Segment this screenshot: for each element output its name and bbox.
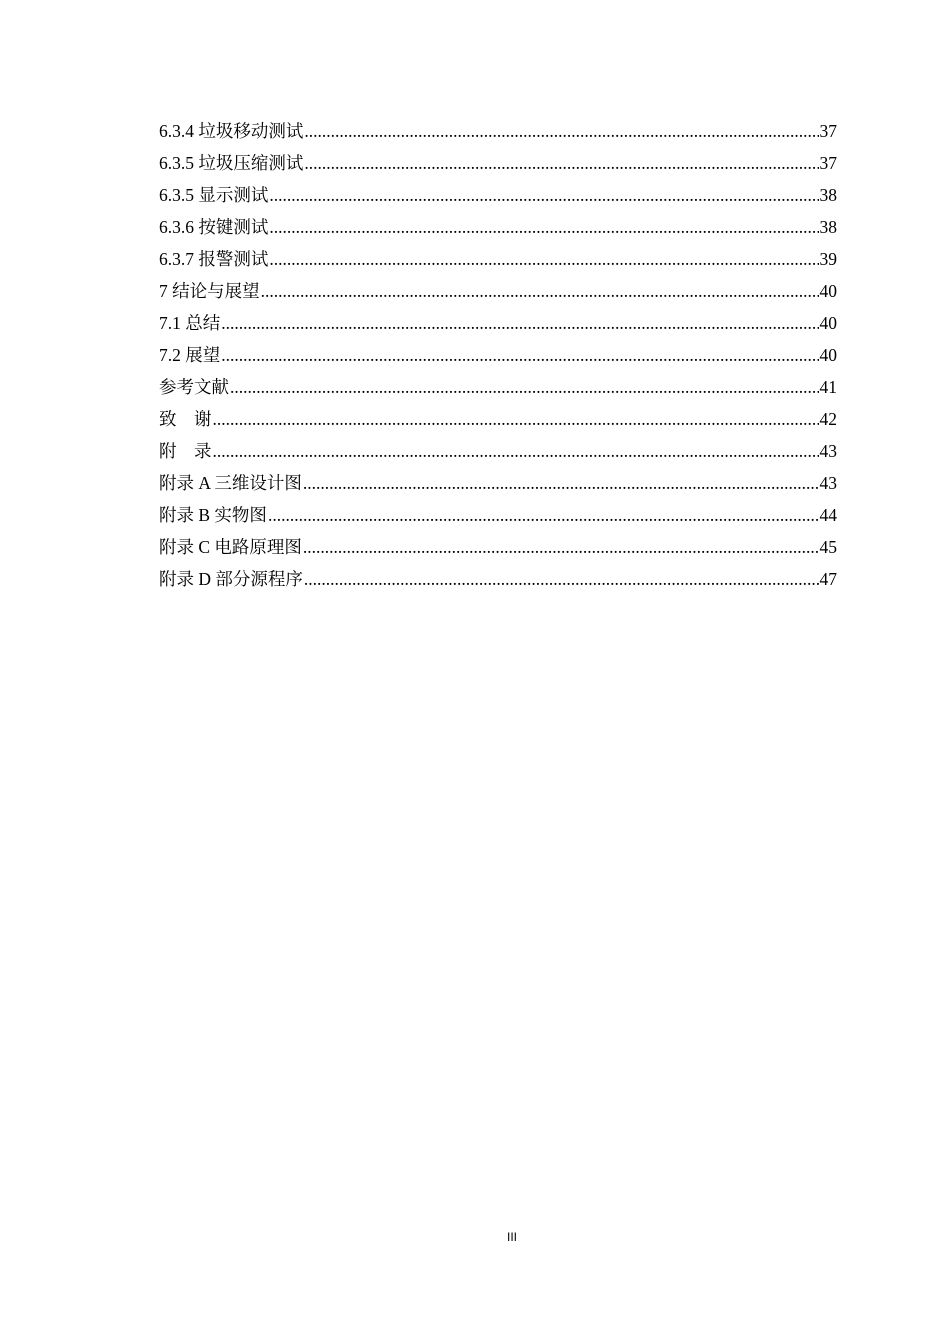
toc-leader-dots <box>304 117 818 145</box>
toc-leader-dots <box>261 277 819 305</box>
toc-leader-dots <box>213 437 819 465</box>
page-number: III <box>506 1230 517 1244</box>
toc-entry[interactable] <box>159 277 837 309</box>
toc-entry-title: 6.3.7 报警测试 <box>159 249 269 269</box>
table-of-contents <box>159 117 837 597</box>
toc-entry-title: 6.3.6 按键测试 <box>159 217 269 237</box>
toc-entry-page: 39 <box>819 249 837 269</box>
toc-leader-dots <box>304 565 819 593</box>
toc-entry[interactable] <box>159 341 837 373</box>
toc-leader-dots <box>221 309 818 337</box>
toc-entry[interactable] <box>159 309 837 341</box>
toc-entry[interactable] <box>159 405 837 437</box>
toc-entry-title: 7 结论与展望 <box>159 281 260 301</box>
toc-leader-dots <box>269 245 818 273</box>
toc-entry-page: 40 <box>819 345 837 365</box>
toc-leader-dots <box>303 469 819 497</box>
toc-entry-title: 附 录 <box>159 441 212 461</box>
toc-entry-page: 37 <box>819 121 837 141</box>
toc-entry[interactable] <box>159 117 837 149</box>
toc-entry-title: 7.2 展望 <box>159 345 221 365</box>
toc-entry-page: 38 <box>819 185 837 205</box>
toc-entry-title: 附录 B 实物图 <box>159 505 267 525</box>
toc-entry-page: 47 <box>819 569 837 589</box>
toc-entry-title: 附录 D 部分源程序 <box>159 569 303 589</box>
toc-entry-title: 附录 C 电路原理图 <box>159 537 302 557</box>
toc-entry-title: 7.1 总结 <box>159 313 221 333</box>
toc-leader-dots <box>221 341 818 369</box>
toc-entry[interactable] <box>159 501 837 533</box>
toc-entry-page: 41 <box>819 377 837 397</box>
toc-entry-page: 40 <box>819 313 837 333</box>
toc-leader-dots <box>304 149 818 177</box>
toc-leader-dots <box>303 533 819 561</box>
toc-leader-dots <box>230 373 819 401</box>
toc-entry-page: 43 <box>819 473 837 493</box>
toc-leader-dots <box>268 501 819 529</box>
toc-entry-title: 6.3.5 垃圾压缩测试 <box>159 153 304 173</box>
toc-entry[interactable] <box>159 149 837 181</box>
toc-leader-dots <box>213 405 819 433</box>
toc-entry[interactable] <box>159 533 837 565</box>
toc-entry-title: 附录 A 三维设计图 <box>159 473 302 493</box>
toc-entry-title: 6.3.5 显示测试 <box>159 185 269 205</box>
toc-entry[interactable] <box>159 373 837 405</box>
toc-entry-title: 6.3.4 垃圾移动测试 <box>159 121 304 141</box>
toc-entry-page: 38 <box>819 217 837 237</box>
toc-entry-title: 参考文献 <box>159 377 229 397</box>
toc-entry[interactable] <box>159 437 837 469</box>
toc-entry-page: 44 <box>819 505 837 525</box>
toc-entry-page: 45 <box>819 537 837 557</box>
toc-entry-page: 37 <box>819 153 837 173</box>
toc-entry-page: 40 <box>819 281 837 301</box>
toc-entry[interactable] <box>159 565 837 597</box>
toc-entry-page: 43 <box>819 441 837 461</box>
toc-leader-dots <box>269 213 818 241</box>
toc-entry-page: 42 <box>819 409 837 429</box>
toc-entry[interactable] <box>159 245 837 277</box>
toc-leader-dots <box>269 181 818 209</box>
toc-entry-title: 致 谢 <box>159 409 212 429</box>
toc-entry[interactable] <box>159 469 837 501</box>
toc-entry[interactable] <box>159 213 837 245</box>
toc-entry[interactable] <box>159 181 837 213</box>
